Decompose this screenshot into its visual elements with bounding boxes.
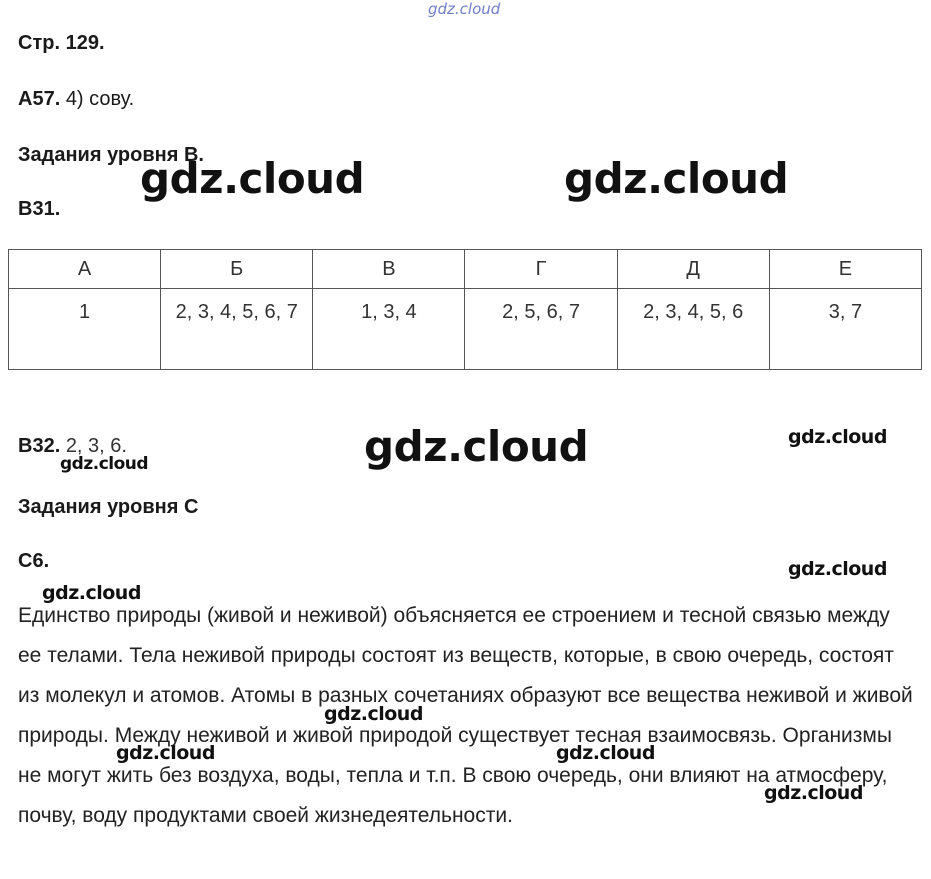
b32-label: В32. xyxy=(18,435,61,457)
table-cell: 2, 3, 4, 5, 6 xyxy=(617,289,769,370)
table-header-cell: Е xyxy=(769,250,921,289)
b31-label: В31. xyxy=(18,198,61,220)
table-cell: 1 xyxy=(9,289,161,370)
table-cell: 3, 7 xyxy=(769,289,921,370)
table-header-cell: А xyxy=(9,250,161,289)
watermark-small-left-1: gdz.cloud xyxy=(60,454,149,474)
table-header-cell: В xyxy=(313,250,465,289)
a57-line xyxy=(18,88,134,111)
table-header-cell: Б xyxy=(161,250,313,289)
watermark-small-mid-1: gdz.cloud xyxy=(324,703,423,725)
table-row xyxy=(9,289,922,370)
watermark-top: gdz.cloud xyxy=(428,0,501,18)
watermark-small-right-3: gdz.cloud xyxy=(764,782,863,804)
watermark-small-right-2: gdz.cloud xyxy=(788,558,887,580)
watermark-small-left-3: gdz.cloud xyxy=(116,742,215,764)
table-header-cell: Г xyxy=(465,250,617,289)
table-header-cell: Д xyxy=(617,250,769,289)
answers-table xyxy=(8,249,922,370)
section-c-title: Задания уровня С xyxy=(18,496,199,518)
b32-answer: 2, 3, 6. xyxy=(65,435,127,457)
table-cell: 2, 5, 6, 7 xyxy=(465,289,617,370)
watermark-big-left: gdz.cloud xyxy=(140,154,365,203)
c6-label: С6. xyxy=(18,550,50,572)
watermark-big-right: gdz.cloud xyxy=(564,154,789,203)
a57-answer: 4) сову. xyxy=(65,88,135,110)
a57-label: А57. xyxy=(18,88,61,110)
watermark-big-center: gdz.cloud xyxy=(364,422,589,471)
watermark-small-mid-2: gdz.cloud xyxy=(556,742,655,764)
page-heading: Стр. 129. xyxy=(18,32,105,54)
table-cell: 1, 3, 4 xyxy=(313,289,465,370)
table-cell: 2, 3, 4, 5, 6, 7 xyxy=(161,289,313,370)
watermark-small-left-2: gdz.cloud xyxy=(42,582,141,604)
watermark-small-right-1: gdz.cloud xyxy=(788,426,887,448)
section-b-title: Задания уровня В. xyxy=(18,144,204,166)
c6-answer-text: Единство природы (живой и неживой) объясняется ее строением и тесной связью между ее телами. Тела неживой природы состоят из веществ, которые, в свою очередь, состоят из молекул и атомов. Атомы в разных сочетаниях образуют все вещества неживой и живой природы. Между неживой и живой природой существует тесная взаимосвязь. Организмы не могут жить без воздуха, воды, тепла и т.п. В свою очередь, они влияют на атмосферу, почву, воду продуктами своей жизнедеятельности. xyxy=(18,604,913,827)
table-header-row xyxy=(9,250,922,289)
